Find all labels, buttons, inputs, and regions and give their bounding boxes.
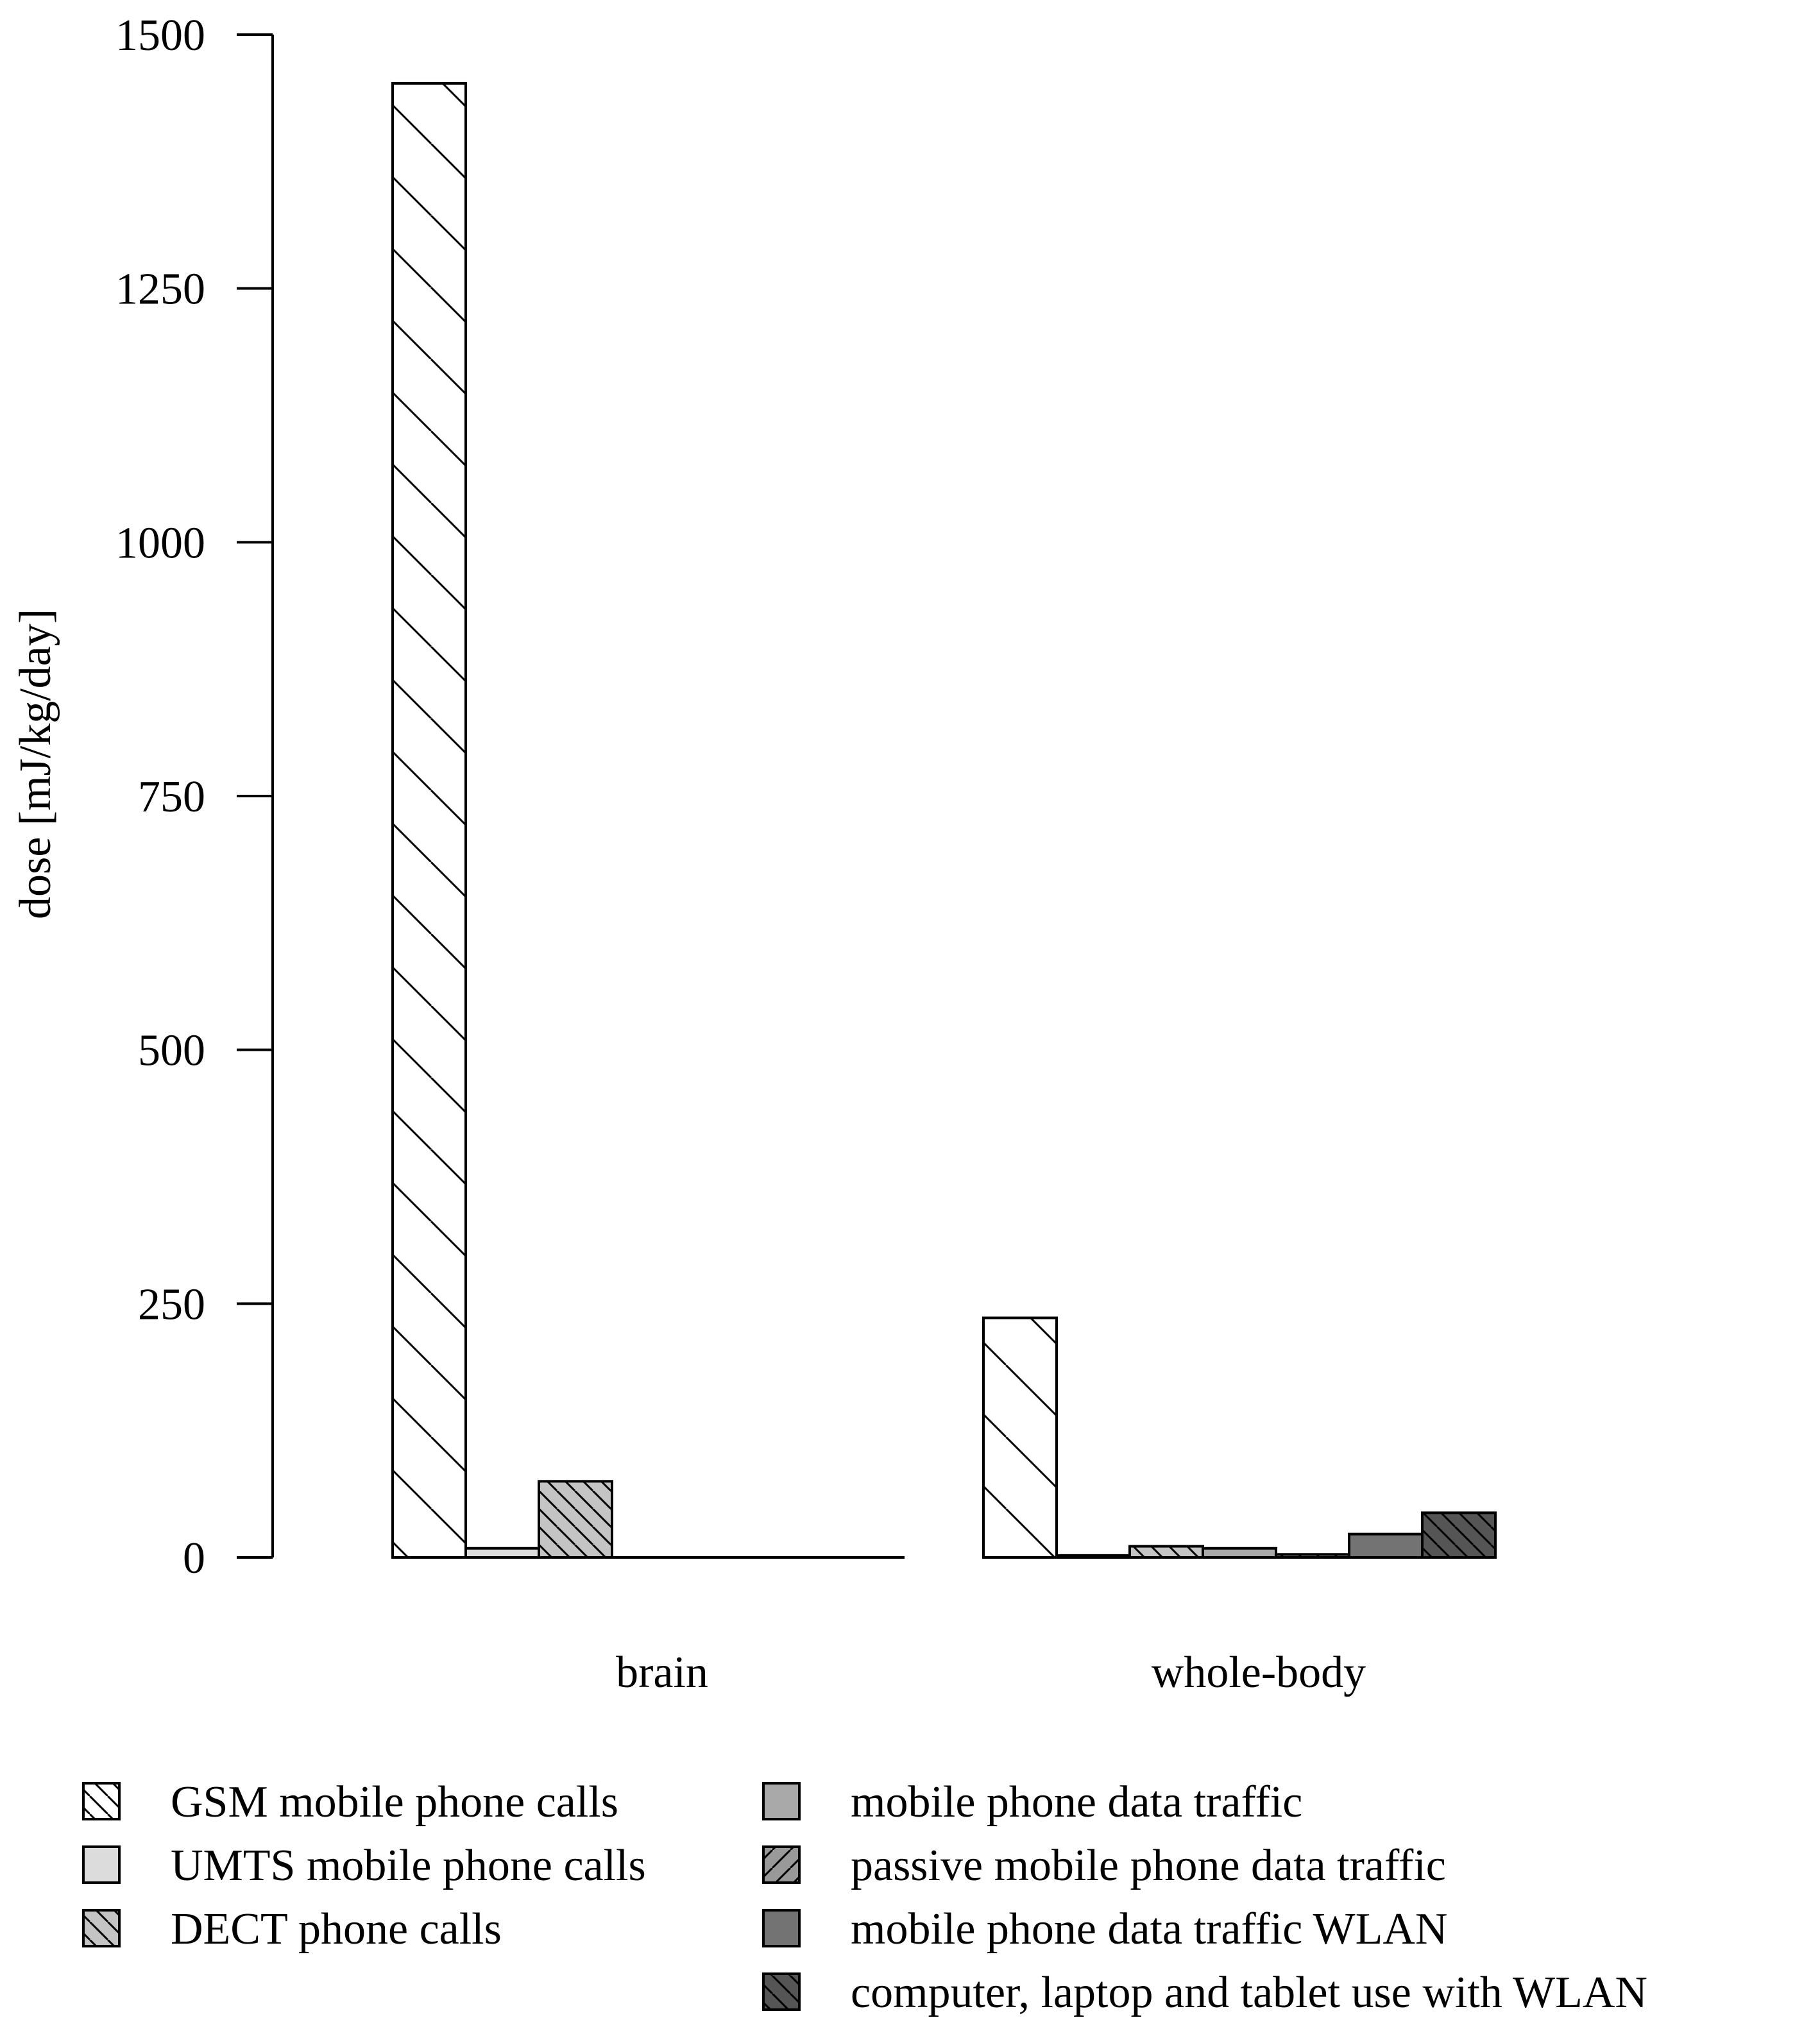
bar-wlan-whole-body	[1349, 1534, 1422, 1557]
y-tick-label: 750	[138, 772, 205, 822]
bar-computer-whole-body	[1422, 1513, 1495, 1557]
y-tick-label: 1000	[115, 518, 205, 568]
y-axis-title: dose [mJ/kg/day]	[11, 608, 60, 920]
legend-label: mobile phone data traffic	[851, 1777, 1303, 1827]
bar-umts-whole-body	[1057, 1556, 1130, 1557]
category-label-brain: brain	[616, 1648, 708, 1697]
y-axis	[115, 11, 273, 1583]
y-ticks	[115, 11, 273, 1583]
y-tick-label: 250	[138, 1280, 205, 1330]
legend-item-gsm	[83, 1777, 618, 1827]
plot-area	[393, 83, 1495, 1557]
bar-dect-whole-body	[1130, 1547, 1203, 1557]
bar-dect-brain	[539, 1481, 612, 1557]
legend-label: passive mobile phone data traffic	[851, 1841, 1446, 1890]
legend-label: mobile phone data traffic WLAN	[851, 1904, 1448, 1954]
legend-label: GSM mobile phone calls	[171, 1777, 618, 1827]
category-labels	[616, 1648, 1366, 1697]
legend-item-umts	[83, 1841, 646, 1890]
legend-item-data	[763, 1777, 1302, 1827]
y-tick-label: 1250	[115, 264, 205, 314]
y-tick-label: 1500	[115, 11, 205, 60]
legend-item-dect	[83, 1904, 502, 1954]
category-label-whole-body: whole-body	[1151, 1648, 1366, 1697]
legend-item-computer	[763, 1968, 1647, 2017]
legend-label: computer, laptop and tablet use with WLAN	[851, 1968, 1647, 2017]
bar-data-whole-body	[1203, 1548, 1276, 1557]
legend-label: DECT phone calls	[171, 1904, 502, 1954]
legend-label: UMTS mobile phone calls	[171, 1841, 646, 1890]
legend-item-passive	[763, 1841, 1446, 1890]
bar-passive-whole-body	[1276, 1554, 1349, 1557]
bar-umts-brain	[466, 1548, 539, 1557]
y-tick-label: 0	[183, 1534, 205, 1583]
legend	[83, 1777, 1647, 2017]
bar-gsm-whole-body	[983, 1318, 1057, 1557]
legend-item-wlan	[763, 1904, 1447, 1954]
bar-gsm-brain	[393, 83, 466, 1557]
y-tick-label: 500	[138, 1026, 205, 1076]
